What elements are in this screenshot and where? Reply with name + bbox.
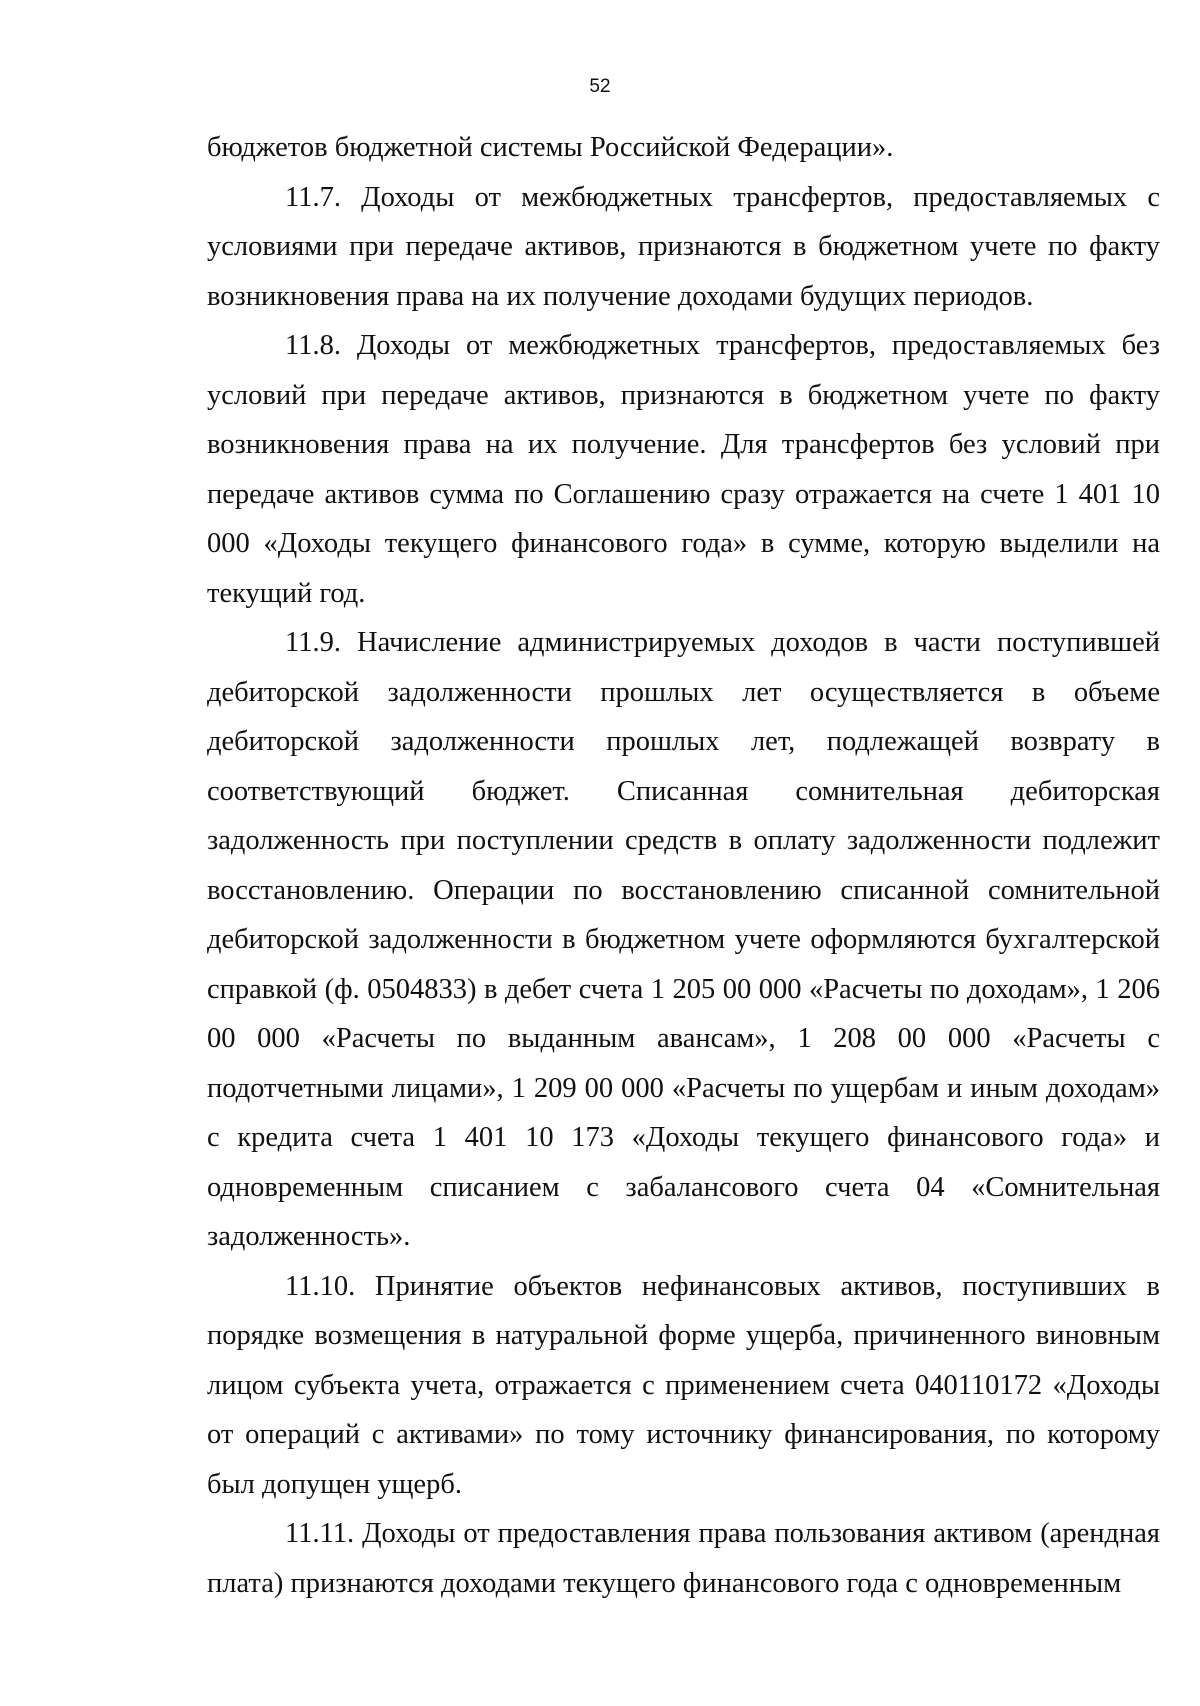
paragraph-11-11: 11.11. Доходы от предоставления права пользования активом (арендная плата) признаются доходами текущего финансового года с одновременным: [207, 1518, 1160, 1599]
paragraph-11-10: 11.10. Принятие объектов нефинансовых активов, поступивших в порядке возмещения в натуральной форме ущерба, причиненного виновным лицом субъекта учета, отражается с применением счета 040110172 «Доходы от операций с активами» по тому источнику финансирования, по которому был допущен ущерб.: [207, 1270, 1160, 1500]
paragraph-11-7: 11.7. Доходы от межбюджетных трансфертов, предоставляемых с условиями при передаче активов, признаются в бюджетном учете по факту возникновения права на их получение доходами будущих периодов.: [207, 181, 1160, 312]
page-number: 52: [589, 76, 611, 97]
paragraph-continuation: бюджетов бюджетной системы Российской Федерации».: [207, 132, 894, 163]
paragraph-11-9: 11.9. Начисление администрируемых доходов в части поступившей дебиторской задолженности прошлых лет осуществляется в объеме дебиторской задолженности прошлых лет, подлежащей возврату в соответствующий бюджет. Списанная сомнительная дебиторская задолженность при поступлении средств в оплату задолженности подлежит восстановлению. Операции по восстановлению списанной сомнительной дебиторской задолженности в бюджетном учете оформляются бухгалтерской справкой (ф. 0504833) в дебет счета 1 205 00 000 «Расчеты по доходам», 1 206 00 000 «Расчеты по выданным авансам», 1 208 00 000 «Расчеты с подотчетными лицами», 1 209 00 000 «Расчеты по ущербам и иным доходам» с кредита счета 1 401 10 173 «Доходы текущего финансового года» и одновременным списанием с забалансового счета 04 «Сомнительная задолженность».: [207, 627, 1160, 1252]
document-body: [207, 123, 1160, 1608]
paragraph-11-8: 11.8. Доходы от межбюджетных трансфертов, предоставляемых без условий при передаче активов, признаются в бюджетном учете по факту возникновения права на их получение. Для трансфертов без условий при передаче активов сумма по Соглашению сразу отражается на счете 1 401 10 000 «Доходы текущего финансового года» в сумме, которую выделили на текущий год.: [207, 330, 1160, 609]
